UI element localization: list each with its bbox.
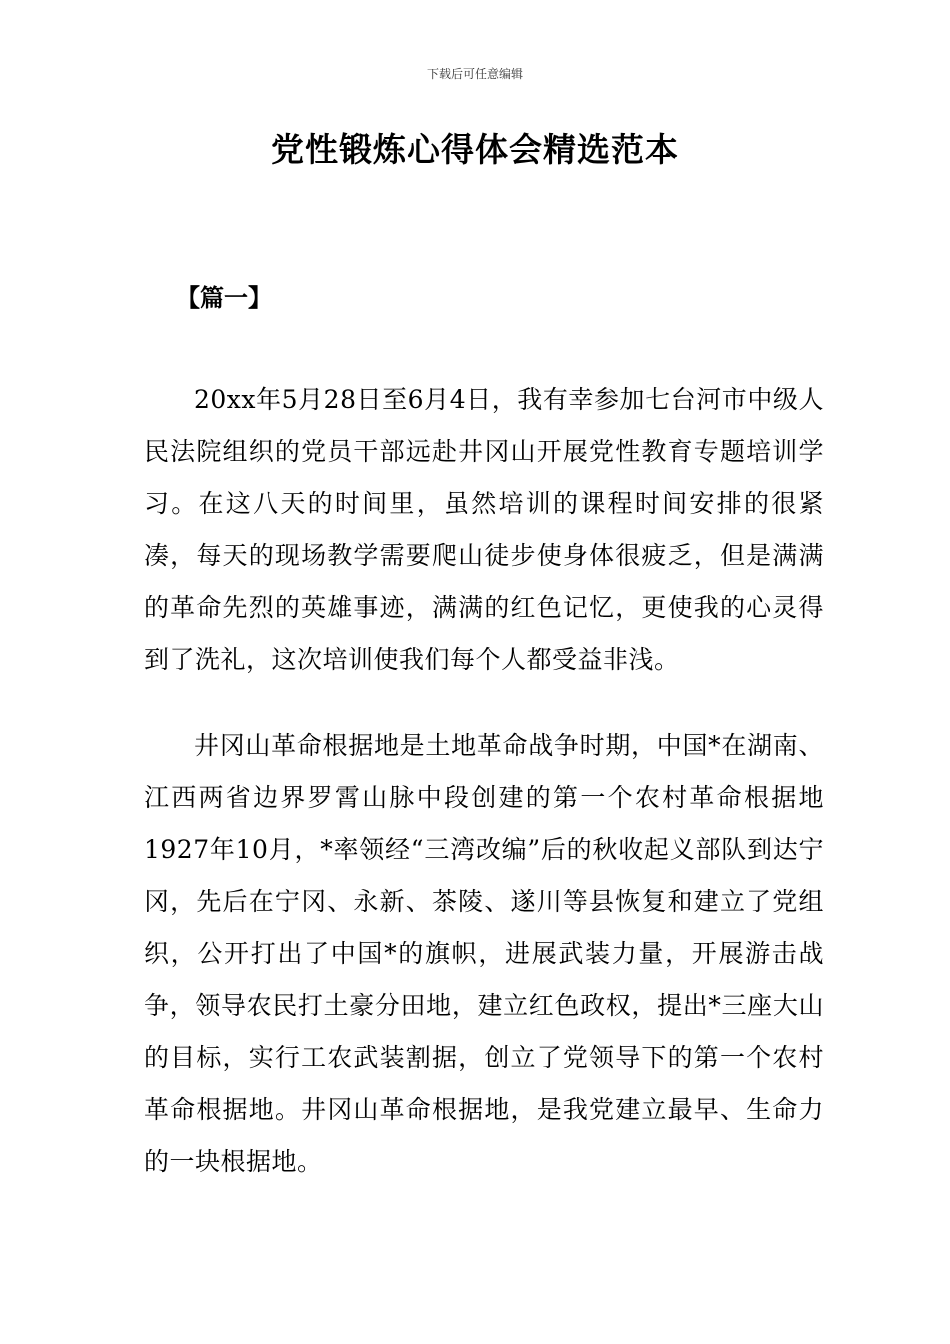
body-paragraph-2: 井冈山革命根据地是土地革命战争时期，中国*在湖南、江西两省边界罗霄山脉中段创建的第一个农村革命根据地1927年10月，*率领经“三湾改编”后的秋收起义部队到达宁冈，先后在宁冈、永新、茶陵、遂川等县恢复和建立了党组织，公开打出了中国*的旗帜，进展武装力量，开展游击战争，领导农民打土豪分田地，建立红色政权，提出*三座大山的目标，实行工农武装割据，创立了党领导下的第一个农村革命根据地。井冈山革命根据地，是我党建立最早、生命力的一块根据地。 [144, 731, 824, 1176]
section-heading: 【篇一】 [176, 284, 272, 312]
header-note: 下载后可任意编辑 [426, 67, 523, 81]
document-title: 党性锻炼心得体会精选范本 [271, 130, 679, 169]
body-paragraph-1: 20xx年5月28日至6月4日，我有幸参加七台河市中级人民法院组织的党员干部远赴井冈山开展党性教育专题培训学习。在这八天的时间里，虽然培训的课程时间安排的很紧凑，每天的现场教学需要爬山徒步使身体很疲乏，但是满满的革命先烈的英雄事迹，满满的红色记忆，更使我的心灵得到了洗礼，这次培训使我们每个人都受益非浅。 [144, 385, 824, 674]
